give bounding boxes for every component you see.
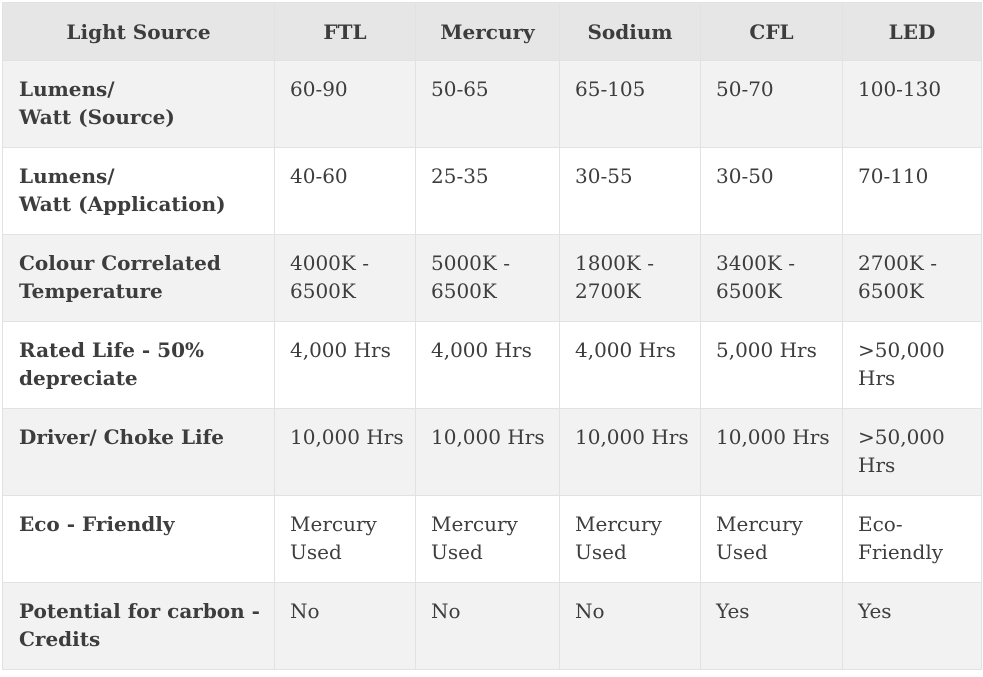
cell-line: 6500K bbox=[290, 279, 356, 303]
row-label-line: Credits bbox=[19, 627, 101, 651]
cell-line: Eco- bbox=[858, 512, 903, 536]
table-body bbox=[3, 61, 982, 670]
cell-line: 30-50 bbox=[716, 164, 774, 188]
cell-ftl bbox=[275, 61, 416, 148]
row-label-driver-choke-life bbox=[3, 409, 275, 496]
table-row bbox=[3, 496, 982, 583]
cell-line: Mercury bbox=[716, 512, 803, 536]
cell-cfl bbox=[701, 583, 843, 670]
row-label-line: depreciate bbox=[19, 366, 138, 390]
cell-cfl bbox=[701, 148, 843, 235]
row-label-lumens-application bbox=[3, 148, 275, 235]
cell-line: 50-70 bbox=[716, 77, 774, 101]
cell-ftl bbox=[275, 409, 416, 496]
cell-line: >50,000 bbox=[858, 338, 945, 362]
cell-sodium bbox=[560, 583, 701, 670]
row-label-lumens-source bbox=[3, 61, 275, 148]
cell-line: Used bbox=[716, 540, 768, 564]
cell-cfl bbox=[701, 409, 843, 496]
cell-led bbox=[843, 409, 982, 496]
cell-sodium bbox=[560, 61, 701, 148]
cell-line: No bbox=[431, 599, 461, 623]
row-label-colour-temperature bbox=[3, 235, 275, 322]
cell-line: 60-90 bbox=[290, 77, 348, 101]
cell-line: Mercury bbox=[290, 512, 377, 536]
cell-line: 65-105 bbox=[575, 77, 646, 101]
cell-line: 25-35 bbox=[431, 164, 489, 188]
header-light-source: Light Source bbox=[3, 3, 275, 61]
cell-line: 10,000 Hrs bbox=[431, 425, 545, 449]
cell-ftl bbox=[275, 496, 416, 583]
cell-sodium bbox=[560, 148, 701, 235]
cell-cfl bbox=[701, 235, 843, 322]
row-label-carbon-credits bbox=[3, 583, 275, 670]
cell-line: 10,000 Hrs bbox=[716, 425, 830, 449]
table-row bbox=[3, 148, 982, 235]
cell-ftl bbox=[275, 322, 416, 409]
cell-mercury bbox=[416, 409, 560, 496]
table-row bbox=[3, 409, 982, 496]
cell-line: 5,000 Hrs bbox=[716, 338, 817, 362]
light-source-comparison-table bbox=[2, 2, 982, 670]
header-mercury: Mercury bbox=[416, 3, 560, 61]
row-label-line: Rated Life - 50% bbox=[19, 338, 204, 362]
row-label-line: Watt (Application) bbox=[19, 192, 226, 216]
cell-led bbox=[843, 61, 982, 148]
cell-ftl bbox=[275, 583, 416, 670]
cell-line: 30-55 bbox=[575, 164, 633, 188]
cell-line: 6500K bbox=[716, 279, 782, 303]
cell-line: Yes bbox=[716, 599, 750, 623]
cell-line: 5000K - bbox=[431, 251, 510, 275]
cell-mercury bbox=[416, 583, 560, 670]
cell-led bbox=[843, 496, 982, 583]
table-row bbox=[3, 61, 982, 148]
row-label-line: Watt (Source) bbox=[19, 105, 175, 129]
row-label-eco-friendly bbox=[3, 496, 275, 583]
cell-line: Hrs bbox=[858, 366, 896, 390]
table-row bbox=[3, 322, 982, 409]
cell-line: Yes bbox=[858, 599, 892, 623]
cell-line: No bbox=[290, 599, 320, 623]
cell-cfl bbox=[701, 496, 843, 583]
row-label-line: Temperature bbox=[19, 279, 163, 303]
cell-line: 70-110 bbox=[858, 164, 929, 188]
cell-line: Friendly bbox=[858, 540, 944, 564]
cell-line: Used bbox=[290, 540, 342, 564]
cell-line: 40-60 bbox=[290, 164, 348, 188]
row-label-line: Lumens/ bbox=[19, 164, 115, 188]
table-row bbox=[3, 583, 982, 670]
cell-line: 3400K - bbox=[716, 251, 795, 275]
cell-ftl bbox=[275, 235, 416, 322]
cell-line: Used bbox=[575, 540, 627, 564]
row-label-line: Lumens/ bbox=[19, 77, 115, 101]
row-label-line: Driver/ Choke Life bbox=[19, 425, 224, 449]
cell-sodium bbox=[560, 322, 701, 409]
cell-line: No bbox=[575, 599, 605, 623]
cell-line: 50-65 bbox=[431, 77, 489, 101]
cell-line: 6500K bbox=[858, 279, 924, 303]
cell-line: >50,000 bbox=[858, 425, 945, 449]
row-label-line: Colour Correlated bbox=[19, 251, 221, 275]
cell-led bbox=[843, 583, 982, 670]
cell-cfl bbox=[701, 61, 843, 148]
row-label-line: Eco - Friendly bbox=[19, 512, 175, 536]
cell-line: 4,000 Hrs bbox=[431, 338, 532, 362]
cell-line: 4000K - bbox=[290, 251, 369, 275]
cell-line: 10,000 Hrs bbox=[575, 425, 689, 449]
cell-sodium bbox=[560, 409, 701, 496]
cell-line: 2700K bbox=[575, 279, 641, 303]
cell-cfl bbox=[701, 322, 843, 409]
cell-mercury bbox=[416, 322, 560, 409]
cell-line: 4,000 Hrs bbox=[290, 338, 391, 362]
table-row bbox=[3, 235, 982, 322]
cell-led bbox=[843, 322, 982, 409]
cell-line: 10,000 Hrs bbox=[290, 425, 404, 449]
cell-ftl bbox=[275, 148, 416, 235]
cell-line: 6500K bbox=[431, 279, 497, 303]
cell-line: 1800K - bbox=[575, 251, 654, 275]
cell-mercury bbox=[416, 496, 560, 583]
row-label-line: Potential for carbon - bbox=[19, 599, 260, 623]
row-label-rated-life bbox=[3, 322, 275, 409]
cell-line: 2700K - bbox=[858, 251, 937, 275]
cell-led bbox=[843, 235, 982, 322]
table-header bbox=[3, 3, 982, 61]
header-sodium: Sodium bbox=[560, 3, 701, 61]
cell-line: 4,000 Hrs bbox=[575, 338, 676, 362]
header-cfl: CFL bbox=[701, 3, 843, 61]
cell-sodium bbox=[560, 496, 701, 583]
cell-led bbox=[843, 148, 982, 235]
cell-line: Hrs bbox=[858, 453, 896, 477]
cell-mercury bbox=[416, 61, 560, 148]
header-ftl: FTL bbox=[275, 3, 416, 61]
cell-mercury bbox=[416, 148, 560, 235]
header-led: LED bbox=[843, 3, 982, 61]
header-row bbox=[3, 3, 982, 61]
cell-line: Mercury bbox=[431, 512, 518, 536]
cell-mercury bbox=[416, 235, 560, 322]
cell-line: Mercury bbox=[575, 512, 662, 536]
cell-line: 100-130 bbox=[858, 77, 942, 101]
cell-line: Used bbox=[431, 540, 483, 564]
cell-sodium bbox=[560, 235, 701, 322]
